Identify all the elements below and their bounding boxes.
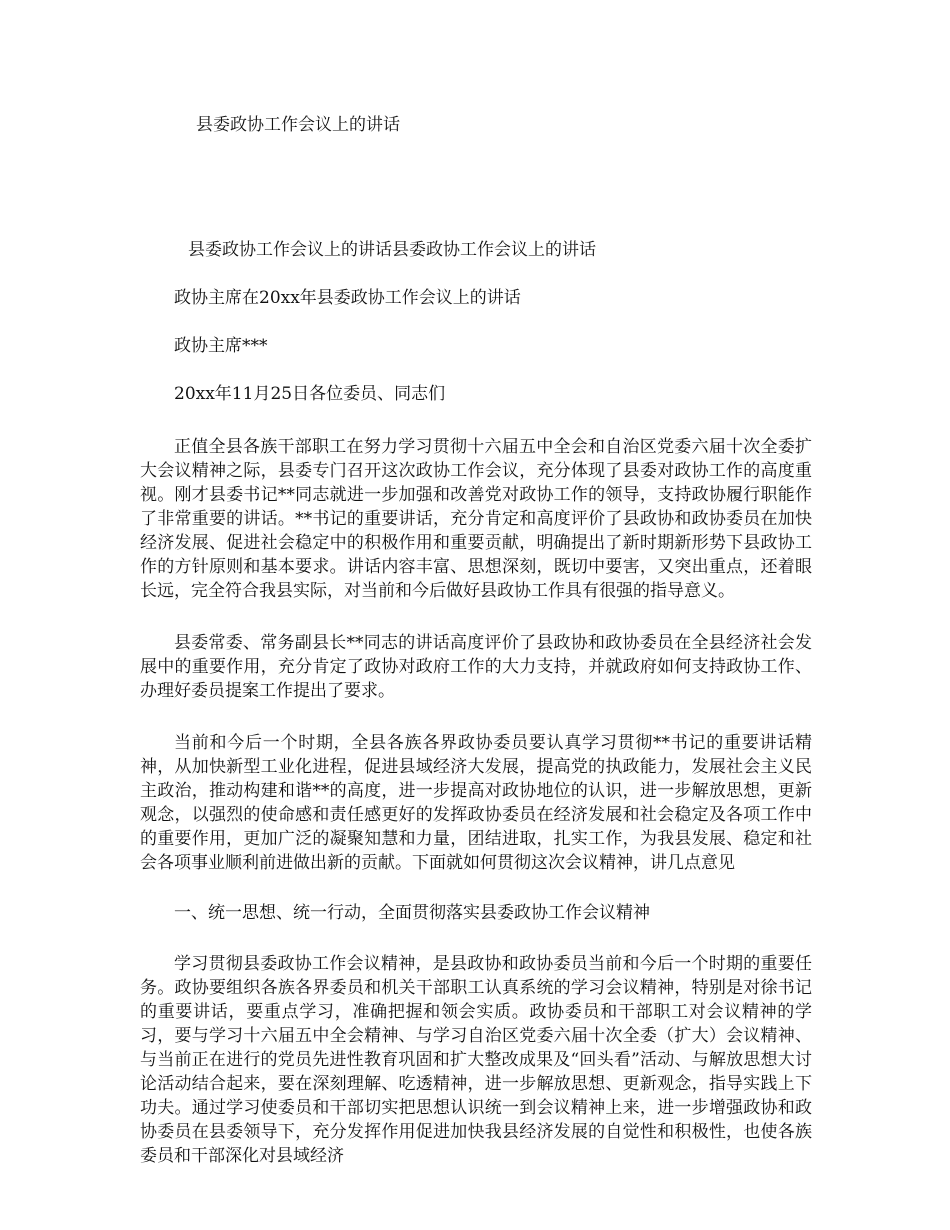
section-paragraph: 学习贯彻县委政协工作会议精神，是县政协和政协委员当前和今后一个时期的重要任务。政协要组织各族各界委员和机关干部职工认真系统的学习会议精神，特别是对徐书记的重要讲话，要重点学习，准确把握和领会实质。政协委员和干部职工对会议精神的学习，要与学习十六届五中全会精神、与学习自治区党委六届十次全委（扩大）会议精神、与当前正在进行的党员先进性教育巩固和扩大整改成果及“回头看”活动、与解放思想大讨论活动结合起来，要在深刻理解、吃透精神，进一步解放思想、更新观念，指导实践上下功夫。通过学习使委员和干部切实把思想认识统一到会议精神上来，进一步增强政协和政协委员在县委领导下，充分发挥作用促进加快我县经济发展的自觉性和积极性，也使各族委员和干部深化对县域经济	[140, 954, 812, 1166]
body-paragraph-2: 县委常委、常务副县长**同志的讲话高度评价了县政协和政协委员在全县经济社会发展中的重要作用，充分肯定了政协对政府工作的大力支持，并就政府如何支持政协工作、办理好委员提案工作提出了要求。	[140, 633, 812, 701]
speaker-name: 政协主席***	[174, 336, 268, 356]
section-heading: 一、统一思想、统一行动，全面贯彻落实县委政协工作会议精神	[174, 903, 650, 923]
document-body	[140, 238, 812, 1168]
main-title: 县委政协工作会议上的讲话县委政协工作会议上的讲话	[188, 240, 596, 260]
body-paragraph-1: 正值全县各族干部职工在努力学习贯彻十六届五中全会和自治区党委六届十次全委扩大会议精神之际，县委专门召开这次政协工作会议，充分体现了县委对政协工作的高度重视。刚才县委书记**同志就进一步加强和改善党对政协工作的领导，支持政协履行职能作了非常重要的讲话。**书记的重要讲话，充分肯定和高度评价了县政协和政协委员在加快经济发展、促进社会稳定中的积极作用和重要贡献，明确提出了新时期新形势下县政协工作的方针原则和基本要求。讲话内容丰富、思想深刻，既切中要害，又突出重点，还着眼长远，完全符合我县实际，对当前和今后做好县政协工作具有很强的指导意义。	[140, 437, 812, 601]
date-greeting: 20xx年11月25日各位委员、同志们	[174, 384, 446, 404]
body-paragraph-3: 当前和今后一个时期，全县各族各界政协委员要认真学习贯彻**书记的重要讲话精神，从加快新型工业化进程，促进县域经济大发展，提高党的执政能力，发展社会主义民主政治，推动构建和谐**的高度，进一步提高对政协地位的认识，进一步解放思想，更新观念，以强烈的使命感和责任感更好的发挥政协委员在经济发展和社会稳定及各项工作中的重要作用，更加广泛的凝聚知慧和力量，团结进取，扎实工作，为我县发展、稳定和社会各项事业顺利前进做出新的贡献。下面就如何贯彻这次会议精神，讲几点意见	[140, 733, 812, 873]
speech-subtitle: 政协主席在20xx年县委政协工作会议上的讲话	[174, 288, 521, 308]
document-top-title: 县委政协工作会议上的讲话	[196, 115, 400, 135]
